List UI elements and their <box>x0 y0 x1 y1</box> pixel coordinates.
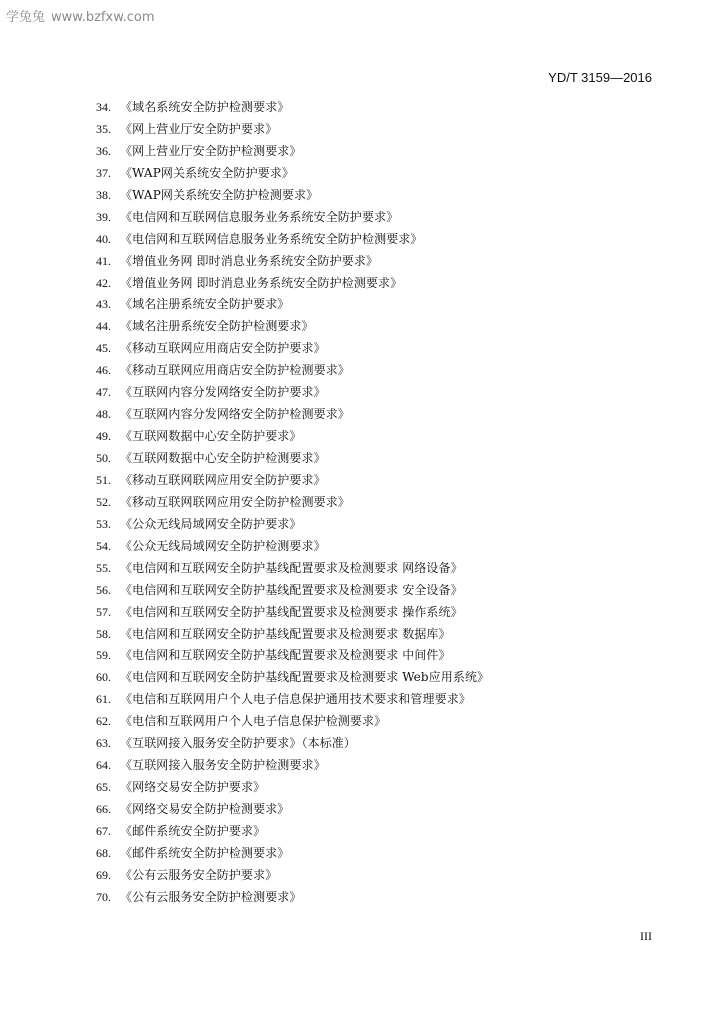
list-item-number: 59. <box>96 648 111 663</box>
list-item-title: 《域名注册系统安全防护要求》 <box>120 297 290 312</box>
watermark <box>6 6 155 25</box>
list-item <box>96 865 656 887</box>
list-item-title: 《电信网和互联网安全防护基线配置要求及检测要求 中间件》 <box>120 648 451 663</box>
list-item <box>96 667 656 689</box>
list-item-title: 《移动互联网应用商店安全防护检测要求》 <box>120 363 350 378</box>
list-item-title: 《域名系统安全防护检测要求》 <box>120 100 290 114</box>
list-item-title: 《电信和互联网用户个人电子信息保护通用技术要求和管理要求》 <box>120 692 471 707</box>
list-item-number: 52. <box>96 494 111 509</box>
list-item <box>96 514 656 536</box>
list-item-number: 67. <box>96 823 111 838</box>
list-item-number: 51. <box>96 472 111 487</box>
list-item-number: 61. <box>96 692 111 707</box>
list-item-number: 53. <box>96 516 111 531</box>
list-item <box>96 689 656 711</box>
list-item-number: 47. <box>96 385 111 400</box>
list-item-number: 40. <box>96 231 111 246</box>
list-item-title: 《互联网内容分发网络安全防护检测要求》 <box>120 407 350 422</box>
list-item-title: 《邮件系统安全防护要求》 <box>120 823 266 838</box>
list-item-title: 《互联网接入服务安全防护要求》（本标准） <box>120 736 357 751</box>
list-item-title: 《域名注册系统安全防护检测要求》 <box>120 319 314 334</box>
list-item-title: 《互联网接入服务安全防护检测要求》 <box>120 758 326 773</box>
list-item <box>96 119 656 141</box>
list-item-number: 44. <box>96 319 111 334</box>
list-item <box>96 711 656 733</box>
list-item <box>96 294 656 316</box>
list-item-number: 34. <box>96 100 111 114</box>
list-item <box>96 558 656 580</box>
list-item <box>96 470 656 492</box>
list-item <box>96 843 656 865</box>
list-item-title: 《网上营业厅安全防护检测要求》 <box>120 143 302 158</box>
list-item <box>96 141 656 163</box>
list-item-title: 《网络交易安全防护检测要求》 <box>120 802 290 816</box>
standard-code: YD/T 3159—2016 <box>548 70 652 85</box>
list-item-number: 62. <box>96 714 111 729</box>
list-item-title: 《电信和互联网用户个人电子信息保护检测要求》 <box>120 714 387 729</box>
list-item-number: 65. <box>96 780 111 795</box>
list-item <box>96 448 656 470</box>
list-item-title: 《增值业务网 即时消息业务系统安全防护要求》 <box>120 253 379 268</box>
list-item <box>96 185 656 207</box>
list-item-number: 54. <box>96 538 111 553</box>
list-item-number: 66. <box>96 802 111 816</box>
list-item-title: 《WAP网关系统安全防护要求》 <box>120 165 294 180</box>
list-item-title: 《电信网和互联网安全防护基线配置要求及检测要求 操作系统》 <box>120 604 463 619</box>
standards-list <box>96 97 656 909</box>
list-item-number: 70. <box>96 889 111 904</box>
list-item-number: 69. <box>96 867 111 882</box>
list-item-number: 35. <box>96 121 111 136</box>
list-item <box>96 404 656 426</box>
list-item-number: 58. <box>96 626 111 641</box>
list-item <box>96 887 656 909</box>
list-item-number: 57. <box>96 604 111 619</box>
list-item-number: 63. <box>96 736 111 751</box>
list-item <box>96 360 656 382</box>
list-item-title: 《网络交易安全防护要求》 <box>120 780 266 795</box>
list-item <box>96 207 656 229</box>
list-item-number: 50. <box>96 451 111 465</box>
page-number: III <box>640 929 652 943</box>
list-item-title: 《互联网数据中心安全防护检测要求》 <box>120 451 326 465</box>
list-item <box>96 163 656 185</box>
list-item-number: 45. <box>96 341 111 356</box>
list-item-number: 36. <box>96 143 111 158</box>
list-item-title: 《WAP网关系统安全防护检测要求》 <box>120 187 319 202</box>
list-item <box>96 580 656 602</box>
list-item <box>96 602 656 624</box>
list-item-number: 48. <box>96 407 111 422</box>
list-item-title: 《互联网数据中心安全防护要求》 <box>120 429 302 444</box>
list-item-title: 《电信网和互联网信息服务业务系统安全防护检测要求》 <box>120 231 423 246</box>
list-item <box>96 338 656 360</box>
list-item <box>96 755 656 777</box>
list-item <box>96 316 656 338</box>
list-item-title: 《公有云服务安全防护检测要求》 <box>120 889 302 904</box>
watermark-url: www.bzfxw.com <box>51 10 155 25</box>
list-item-title: 《电信网和互联网安全防护基线配置要求及检测要求 网络设备》 <box>120 560 463 575</box>
list-item <box>96 821 656 843</box>
list-item-title: 《互联网内容分发网络安全防护要求》 <box>120 385 326 400</box>
list-item-number: 55. <box>96 560 111 575</box>
list-item-number: 42. <box>96 275 111 290</box>
list-item-number: 39. <box>96 209 111 224</box>
list-item-number: 64. <box>96 758 111 773</box>
list-item-title: 《移动互联网联网应用安全防护要求》 <box>120 472 326 487</box>
list-item <box>96 426 656 448</box>
list-item <box>96 97 656 119</box>
list-item-title: 《移动互联网联网应用安全防护检测要求》 <box>120 494 350 509</box>
list-item <box>96 229 656 251</box>
list-item-number: 43. <box>96 297 111 312</box>
list-item <box>96 492 656 514</box>
list-item <box>96 624 656 646</box>
list-item-title: 《公有云服务安全防护要求》 <box>120 867 278 882</box>
list-item-number: 38. <box>96 187 111 202</box>
list-item-number: 60. <box>96 670 111 685</box>
list-item-title: 《公众无线局域网安全防护要求》 <box>120 516 302 531</box>
list-item <box>96 799 656 821</box>
list-item <box>96 536 656 558</box>
list-item <box>96 382 656 404</box>
list-item-number: 46. <box>96 363 111 378</box>
list-item-title: 《电信网和互联网安全防护基线配置要求及检测要求 安全设备》 <box>120 582 463 597</box>
list-item-number: 49. <box>96 429 111 444</box>
list-item-title: 《邮件系统安全防护检测要求》 <box>120 845 290 860</box>
list-item-title: 《电信网和互联网信息服务业务系统安全防护要求》 <box>120 209 399 224</box>
list-item-title: 《电信网和互联网安全防护基线配置要求及检测要求 Web应用系统》 <box>120 670 490 685</box>
list-item-number: 37. <box>96 165 111 180</box>
list-item-title: 《增值业务网 即时消息业务系统安全防护检测要求》 <box>120 275 403 290</box>
list-item-title: 《电信网和互联网安全防护基线配置要求及检测要求 数据库》 <box>120 626 451 641</box>
list-item <box>96 733 656 755</box>
list-item <box>96 251 656 273</box>
list-item-number: 56. <box>96 582 111 597</box>
watermark-site-name: 学兔兔 <box>6 10 46 25</box>
list-item-title: 《公众无线局域网安全防护检测要求》 <box>120 538 326 553</box>
list-item <box>96 273 656 295</box>
list-item <box>96 777 656 799</box>
list-item <box>96 645 656 667</box>
list-item-title: 《网上营业厅安全防护要求》 <box>120 121 278 136</box>
list-item-title: 《移动互联网应用商店安全防护要求》 <box>120 341 326 356</box>
list-item-number: 41. <box>96 253 111 268</box>
list-item-number: 68. <box>96 845 111 860</box>
